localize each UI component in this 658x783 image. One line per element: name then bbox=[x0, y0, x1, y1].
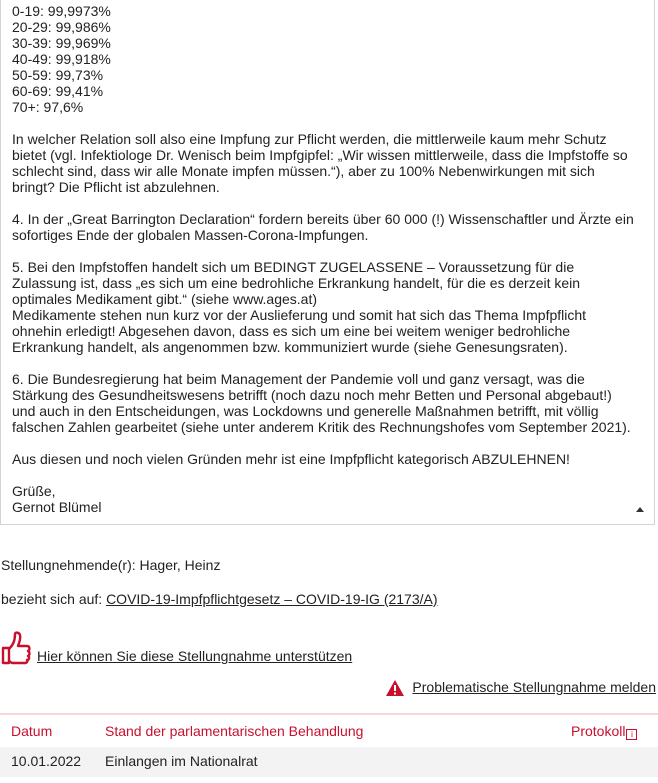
rate-line: 30-39: 99,969% bbox=[12, 35, 111, 51]
row-date: 10.01.2022 bbox=[11, 753, 82, 769]
paragraph-line: Zulassung ist, dass „es sich um eine bedrohliche Erkrankung handelt, für die es derzeit kein bbox=[12, 275, 581, 291]
paragraph-line: Medikamente stehen nun kurz vor der Auslieferung und somit hat sich das Thema Impfpflicht bbox=[12, 307, 587, 323]
greeting: Grüße, bbox=[12, 483, 56, 499]
paragraph-line: 5. Bei den Impfstoffen handelt sich um BEDINGT ZUGELASSENE – Voraussetzung für die bbox=[12, 259, 575, 275]
paragraph-line: schlecht sind, dass wir alle Monate impfen müssen.“), aber zu 100% Nebenwirkungen mit sich bbox=[12, 163, 595, 179]
column-header-protocol-label: Protokoll bbox=[571, 723, 626, 739]
rate-line: 40-49: 99,918% bbox=[12, 51, 111, 67]
reference-label: bezieht sich auf: bbox=[1, 591, 103, 607]
support-link[interactable]: Hier können Sie diese Stellungnahme unterstützen bbox=[37, 648, 353, 664]
column-header-protocol[interactable] bbox=[571, 723, 637, 740]
signature: Gernot Blümel bbox=[12, 499, 102, 515]
table-row bbox=[0, 747, 658, 777]
paragraph-line: In welcher Relation soll also eine Impfung zur Pflicht werden, die mittlerweile kaum mehr Schutz bbox=[12, 131, 607, 147]
report-link[interactable]: Problematische Stellungnahme melden bbox=[412, 679, 656, 695]
info-icon[interactable]: i bbox=[626, 729, 637, 740]
support-row bbox=[0, 628, 400, 668]
thumbs-up-icon[interactable] bbox=[0, 630, 32, 669]
paragraph-line: falschen Zahlen gearbeitet (siehe unter anderem Kritik des Rechnungshofes vom September 2021). bbox=[12, 419, 631, 435]
paragraph-line: ohnehin erledigt! Abgesehen davon, dass es sich um eine bei weitem weniger bedrohliche bbox=[12, 323, 571, 339]
paragraph-line: optimales Medikament gibt.“ (siehe www.ages.at) bbox=[12, 291, 318, 307]
paragraph-line: 4. In der „Great Barrington Declaration“ fordern bereits über 60 000 (!) Wissenschaftler und Ärzte ein bbox=[12, 211, 634, 227]
comment-text bbox=[1, 0, 654, 515]
paragraph-line: sofortiges Ende der globalen Massen-Corona-Impfungen. bbox=[12, 227, 369, 243]
reference-line bbox=[1, 591, 438, 607]
paragraph-line: und auch in den Entscheidungen, was Lockdowns und generelle Maßnahmen betrifft, mit völlig bbox=[12, 403, 599, 419]
column-header-date[interactable]: Datum bbox=[11, 723, 53, 739]
warning-icon bbox=[385, 679, 405, 700]
paragraph-line: Aus diesen und noch vielen Gründen mehr ist eine Impfpflicht kategorisch ABZULEHNEN! bbox=[12, 451, 570, 467]
row-status: Einlangen im Nationalrat bbox=[105, 753, 258, 769]
column-header-status[interactable]: Stand der parlamentarischen Behandlung bbox=[105, 723, 364, 739]
table-header bbox=[0, 713, 658, 749]
rate-line: 50-59: 99,73% bbox=[12, 67, 104, 83]
paragraph-line: bringt? Die Pflicht ist abzulehnen. bbox=[12, 179, 220, 195]
rate-line: 20-29: 99,986% bbox=[12, 19, 111, 35]
rate-line: 0-19: 99,9973% bbox=[12, 3, 111, 19]
report-row bbox=[412, 679, 656, 699]
paragraph-line: Erkrankung handelt, als angenommen bzw. kommuniziert wurde (siehe Genesungsraten). bbox=[12, 339, 568, 355]
rate-line: 70+: 97,6% bbox=[12, 99, 84, 115]
scroll-up-icon[interactable] bbox=[636, 507, 644, 512]
paragraph-line: 6. Die Bundesregierung hat beim Management der Pandemie voll und ganz versagt, was die bbox=[12, 371, 585, 387]
rate-line: 60-69: 99,41% bbox=[12, 83, 104, 99]
paragraph-line: Stärkung des Gesundheitswesens betrifft (noch dazu noch mehr Betten und Personal abgebaut!) bbox=[12, 387, 612, 403]
reference-link[interactable]: COVID-19-Impfpflichtgesetz – COVID-19-IG (2173/A) bbox=[106, 591, 438, 607]
paragraph-line: bietet (vgl. Infektiologe Dr. Wenisch beim Impfgipfel: „Wir wissen mittlerweile, dass die Impfstoffe so bbox=[12, 147, 628, 163]
author-line: Stellungnehmende(r): Hager, Heinz bbox=[1, 557, 221, 573]
